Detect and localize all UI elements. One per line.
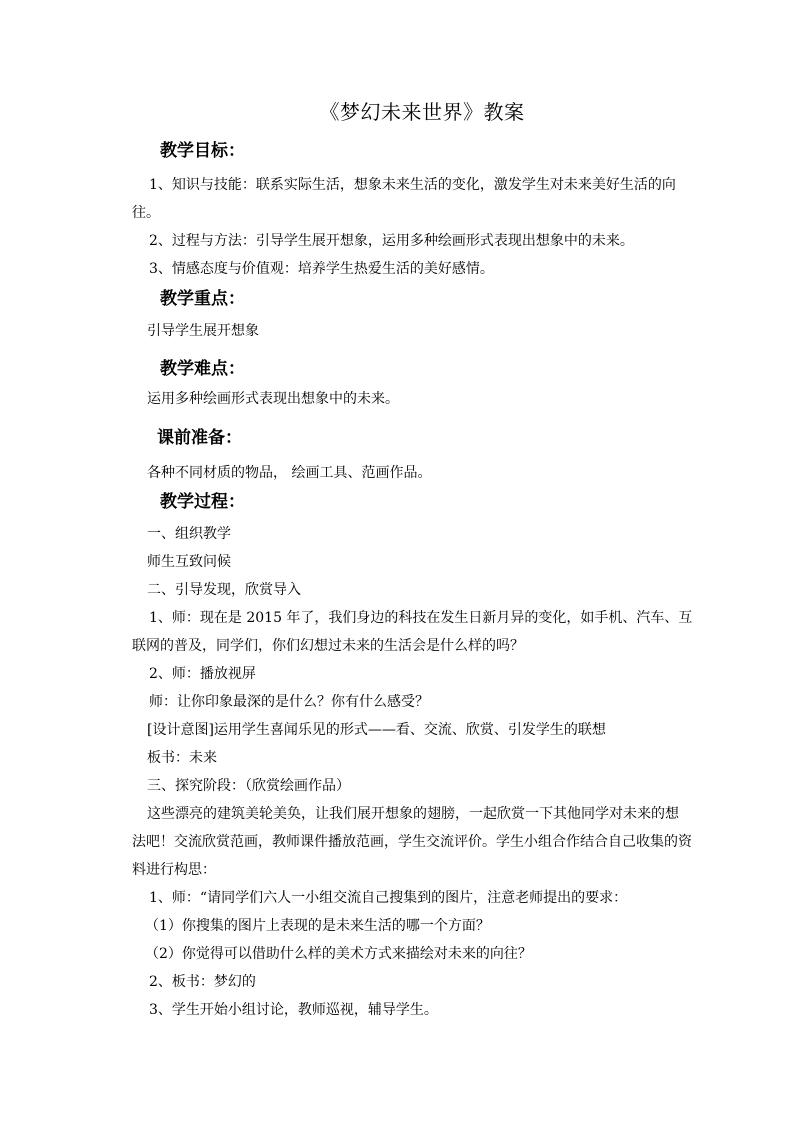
preparation-text: 各种不同材质的物品， 绘画工具、范画作品。 <box>147 465 432 481</box>
process-step-3: 三、探究阶段：（欣赏绘画作品） <box>147 778 350 794</box>
objective-2: 2、过程与方法：引导学生展开想象，运用多种绘画形式表现出想象中的未来。 <box>149 233 634 249</box>
difficulty-text: 运用多种绘画形式表现出想象中的未来。 <box>147 391 399 407</box>
process-step-2: 二、引导发现，欣赏导入 <box>147 582 301 598</box>
difficulty-heading: 教学难点： <box>160 359 245 379</box>
process-sub-question-1: （1）你搜集的图片上表现的是未来生活的哪一个方面？ <box>145 918 490 934</box>
objective-1-line-2: 往。 <box>132 205 160 221</box>
objective-1-line-1: 1、知识与技能：联系实际生活，想象未来生活的变化，激发学生对未来美好生活的向 <box>149 177 676 193</box>
process-heading: 教学过程： <box>160 492 245 512</box>
process-step-1: 一、组织教学 <box>147 526 231 542</box>
process-para-line-1: 这些漂亮的建筑美轮美奂，让我们展开想象的翅膀，一起欣赏一下其他同学对未来的想 <box>147 806 679 822</box>
process-para-line-3: 料进行构思： <box>132 862 216 878</box>
process-item-4: 3、学生开始小组讨论，教师巡视，辅导学生。 <box>149 1002 438 1018</box>
process-blackboard-1: 板书：未来 <box>147 750 217 766</box>
objectives-heading: 教学目标： <box>160 141 245 161</box>
process-design-intent: [设计意图]运用学生喜闻乐见的形式——看、交流、欣赏、引发学生的联想 <box>147 722 606 738</box>
process-item-1-line-1: 1、师：现在是 2015 年了，我们身边的科技在发生日新月异的变化，如手机、汽车、互 <box>149 610 693 626</box>
process-sub-question-2: （2）你觉得可以借助什么样的美术方式来描绘对未来的向往？ <box>145 946 532 962</box>
process-item-1-line-2: 联网的普及，同学们，你们幻想过未来的生活会是什么样的吗？ <box>132 638 524 654</box>
key-points-heading: 教学重点： <box>160 289 245 309</box>
process-item-2: 2、师：播放视屏 <box>149 666 256 682</box>
document-title: 《梦幻未来世界》教案 <box>319 100 525 124</box>
key-points-text: 引导学生展开想象 <box>147 323 259 339</box>
objective-3: 3、情感态度与价值观：培养学生热爱生活的美好感情。 <box>149 261 494 277</box>
preparation-heading: 课前准备： <box>157 428 242 448</box>
process-teacher-question: 师：让你印象最深的是什么？你有什么感受？ <box>149 694 429 710</box>
process-blackboard-2: 2、板书：梦幻的 <box>149 974 256 990</box>
process-text-greeting: 师生互致问候 <box>147 554 231 570</box>
process-item-3: 1、师：“请同学们六人一小组交流自己搜集到的图片，注意老师提出的要求： <box>149 890 628 906</box>
process-para-line-2: 法吧！交流欣赏范画，教师课件播放范画，学生交流评价。学生小组合作结合自己收集的资 <box>132 834 692 850</box>
